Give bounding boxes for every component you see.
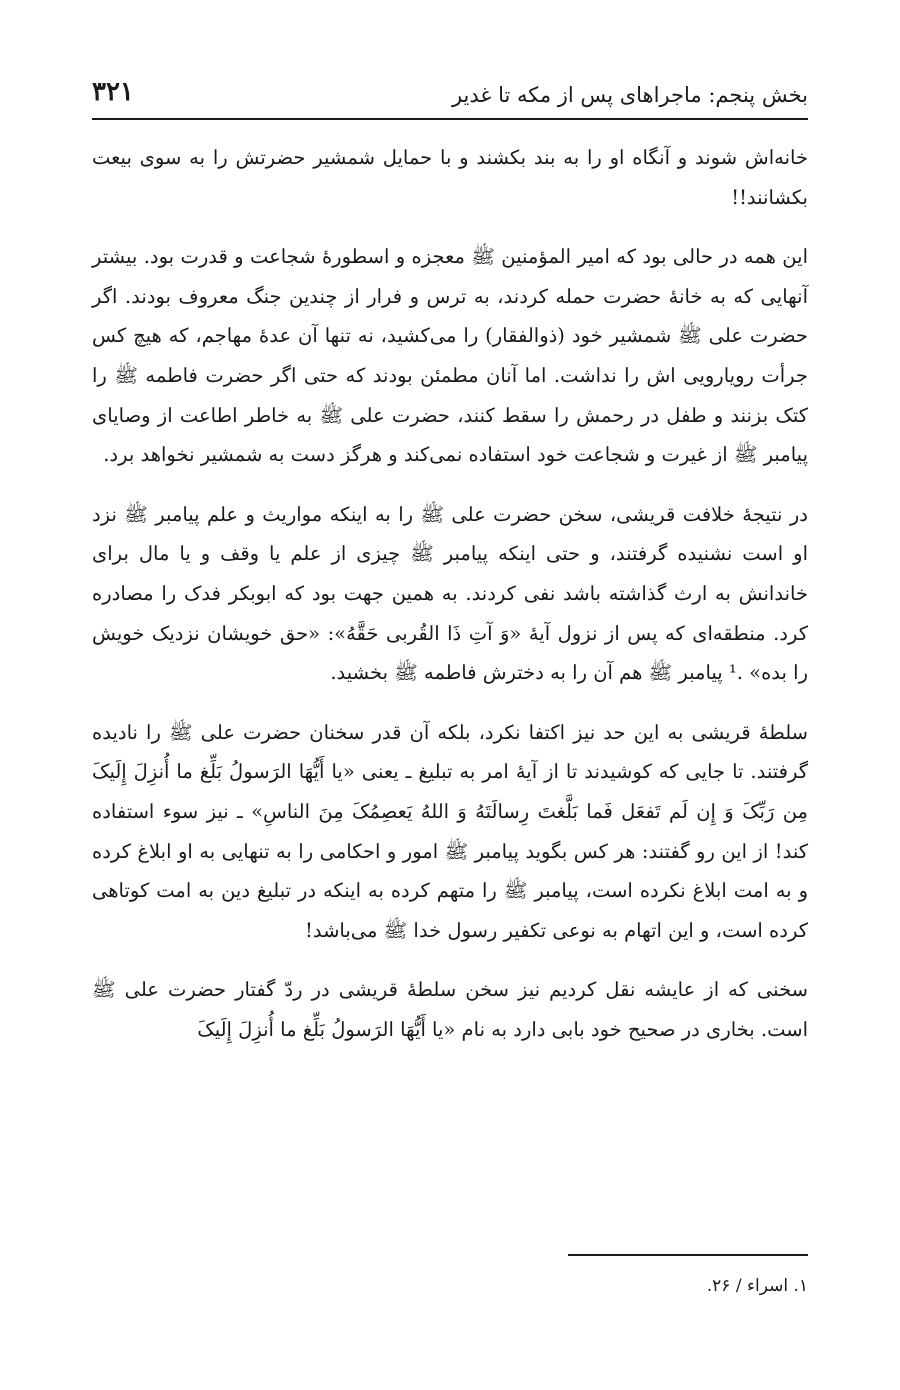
paragraph: سخنی که از عایشه نقل کردیم نیز سخن سلطهٔ قریشی در ردّ گفتار حضرت علی ﷺ است. بخاری در صحیح خود بابی دارد به نام «یا أَیُّهَا الرَسولُ بَلِّغ ما أُنزِلَ إِلَیکَ — [92, 978, 808, 1041]
paragraph: در نتیجهٔ خلافت قریشی، سخن حضرت علی ﷺ را به اینکه مواریث و علم پیامبر ﷺ نزد او است نشنیده گرفتند، و حتی اینکه پیامبر ﷺ چیزی از علم یا وقف و یا مال برای خاندانش به ارث گذاشته باشد نفی کردند. به همین جهت بود که ابوبکر فدک را مصادره کرد. منطقه‌ای که پس از نزول آیهٔ «وَ آتِ ذَا القُربی حَقَّهُ»: «حق خویشان نزدیک خویش را بده» .¹ پیامبر ﷺ هم آن را به دخترش فاطمه ﷺ بخشید. — [92, 502, 808, 685]
page-number: ۳۲۱ — [92, 77, 134, 107]
paragraph: این همه در حالی بود که امیر المؤمنین ﷺ معجزه و اسطورهٔ شجاعت و قدرت بود. بیشتر آنهایی که به خانهٔ حضرت حمله کردند، به ترس و فرار از چندین جنگ معروف بودند. اگر حضرت علی ﷺ شمشیر خود (ذوالفقار) را می‌کشید، نه تنها آن عدهٔ مهاجم، که هیچ کس جرأت رویارویی اش را نداشت. اما آنان مطمئن بودند که حتی اگر حضرت فاطمه ﷺ را کتک بزنند و طفل در رحمش را سقط کنند، حضرت علی ﷺ به خاطر اطاعت از وصایای پیامبر ﷺ از غیرت و شجاعت خود استفاده نمی‌کند و هرگز دست به شمشیر نخواهد برد. — [92, 245, 808, 467]
footnote: ۱. اسراء / ۲۶. — [706, 1276, 808, 1296]
running-title: بخش پنجم: ماجراهای پس از مکه تا غدیر — [451, 83, 808, 107]
paragraph: خانه‌اش شوند و آنگاه او را به بند بکشند و با حمایل شمشیر حضرتش را به سوی بیعت بکشانند!! — [92, 146, 808, 209]
main-text — [92, 138, 808, 1069]
paragraph: سلطهٔ قریشی به این حد نیز اکتفا نکرد، بلکه آن قدر سخنان حضرت علی ﷺ را نادیده گرفتند. تا جایی که کوشیدند تا از آیهٔ امر به تبلیغ ـ یعنی «یا أَیُّهَا الرَسولُ بَلِّغ ما أُنزِلَ إِلَیکَ مِن رَبِّکَ وَ إِن لَم تَفعَل فَما بَلَّغتَ رِسالَتَهُ وَ اللهُ یَعصِمُکَ مِنَ الناسِ» ـ نیز سوء استفاده کند! از این رو گفتند: هر کس بگوید پیامبر ﷺ امور و احکامی را به تنهایی به او ابلاغ کرده و به امت ابلاغ نکرده است، پیامبر ﷺ را متهم کرده به اینکه در تبلیغ دین به امت کوتاهی کرده است، و این اتهام به نوعی تکفیر رسول خدا ﷺ می‌باشد! — [92, 720, 808, 942]
page-header — [92, 72, 808, 120]
footnote-divider — [568, 1254, 808, 1256]
